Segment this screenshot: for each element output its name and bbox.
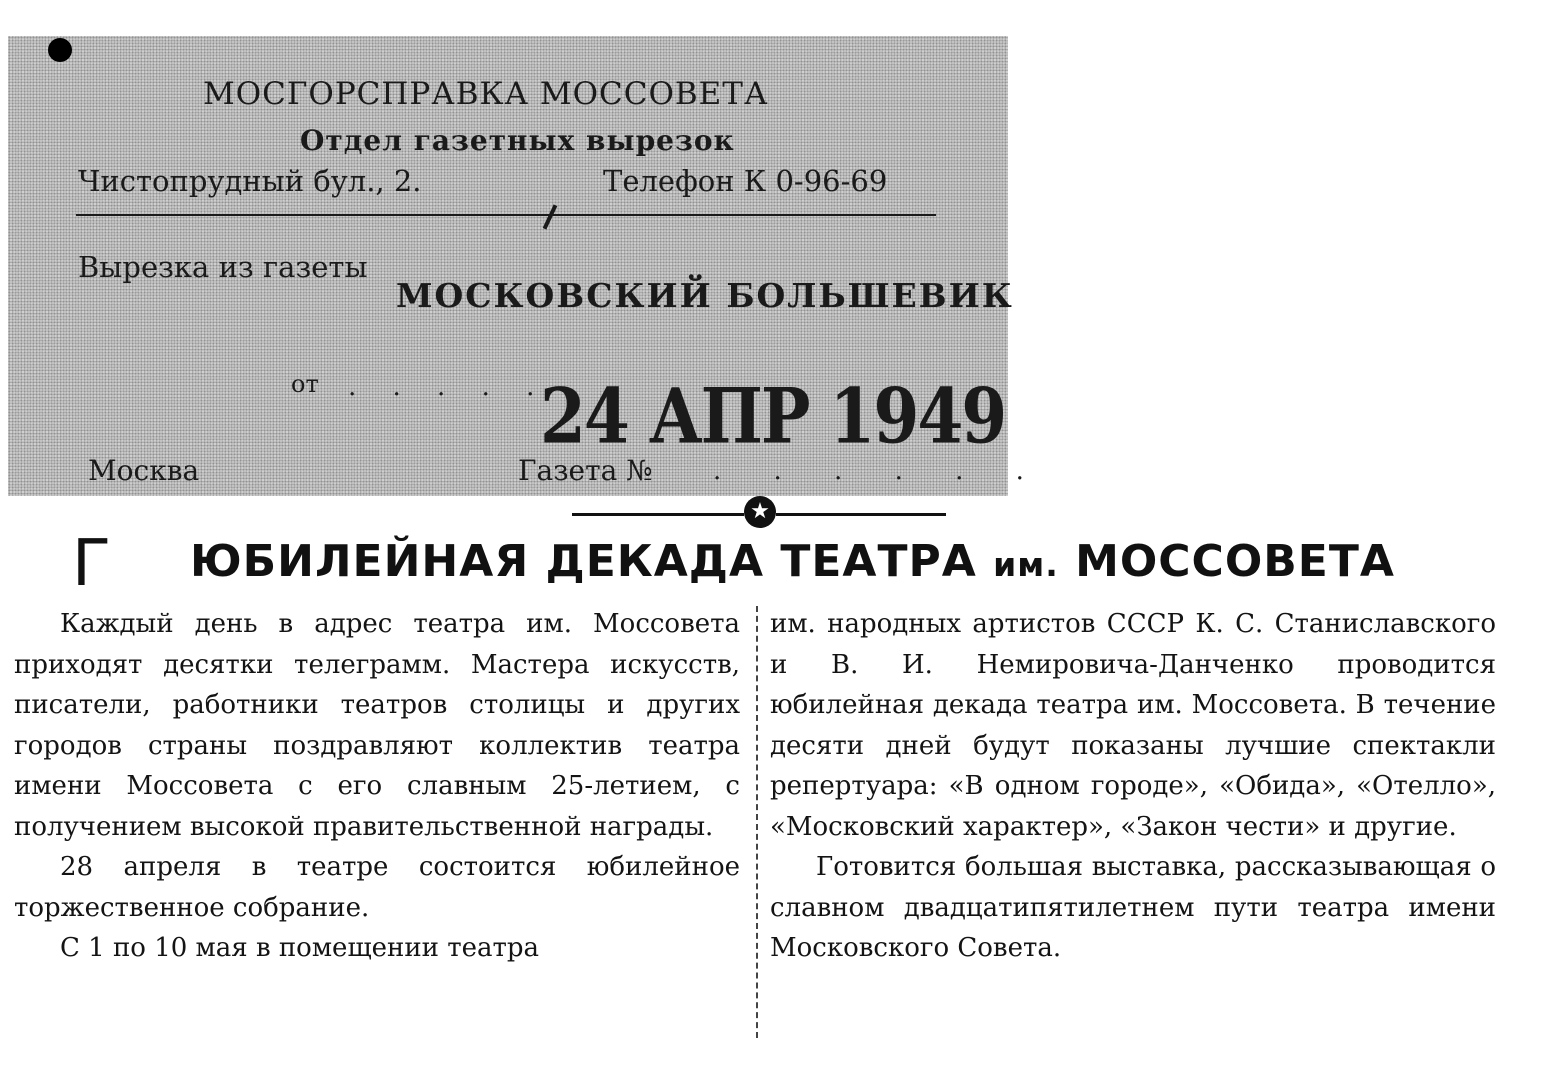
department-name: Отдел газетных вырезок bbox=[300, 124, 735, 157]
headline-main: ЮБИЛЕЙНАЯ ДЕКАДА ТЕАТРА bbox=[190, 536, 977, 587]
phone-number: Телефон К 0-96-69 bbox=[603, 164, 888, 198]
article-column-left bbox=[14, 604, 740, 969]
paragraph: Каждый день в адрес театра им. Моссовета приходят десятки телеграмм. Мастера искусств, писатели, работники театров столицы и других городов страны поздравляют коллектив театра имени Моссовета с его славным 25-летием, с получением высокой правительственной награды. bbox=[14, 609, 740, 842]
paragraph: С 1 по 10 мая в помещении театра bbox=[60, 933, 540, 963]
paragraph: им. народных артистов СССР К. С. Станиславского и В. И. Немировича-Данченко проводится юбилейная декада театра им. Моссовета. В течение десяти дней будут показаны лучшие спектакли репертуара: «В одном городе», «Обида», «Отелло», «Московский характер», «Закон чести» и другие. bbox=[770, 609, 1496, 842]
organization-name: МОСГОРСПРАВКА МОССОВЕТА bbox=[203, 76, 769, 112]
issue-dots: . . . . . . bbox=[713, 456, 1046, 486]
headline-end: МОССОВЕТА bbox=[1075, 536, 1395, 587]
clipping-label: Вырезка из газеты bbox=[78, 250, 368, 284]
star-icon: ★ bbox=[744, 496, 776, 528]
article-headline bbox=[190, 536, 1395, 587]
article-column-right bbox=[770, 604, 1496, 969]
newspaper-name: МОСКОВСКИЙ БОЛЬШЕВИК bbox=[396, 276, 1014, 315]
column-separator bbox=[756, 606, 758, 1038]
clipping-stamp bbox=[8, 36, 1046, 496]
date-stamp: 24 АПР 1949 bbox=[540, 371, 1006, 461]
city-label: Москва bbox=[88, 454, 200, 487]
divider-right bbox=[776, 513, 946, 516]
from-label: от bbox=[291, 370, 319, 398]
address: Чистопрудный бул., 2. bbox=[78, 164, 422, 198]
headline-abbrev: им. bbox=[993, 545, 1059, 584]
corner-bracket-mark: Γ bbox=[72, 527, 108, 601]
stamp-divider bbox=[76, 214, 936, 216]
date-dots: . . . . . . bbox=[348, 372, 593, 402]
pencil-mark bbox=[543, 204, 558, 229]
punch-hole bbox=[48, 38, 72, 62]
issue-label: Газета № bbox=[518, 454, 653, 487]
paragraph: 28 апреля в театре состоится юбилейное торжественное собрание. bbox=[14, 852, 740, 923]
paragraph: Готовится большая выставка, рассказывающая о славном двадцатипятилетнем пути театра имени Московского Совета. bbox=[770, 852, 1496, 963]
divider-left bbox=[572, 513, 744, 516]
